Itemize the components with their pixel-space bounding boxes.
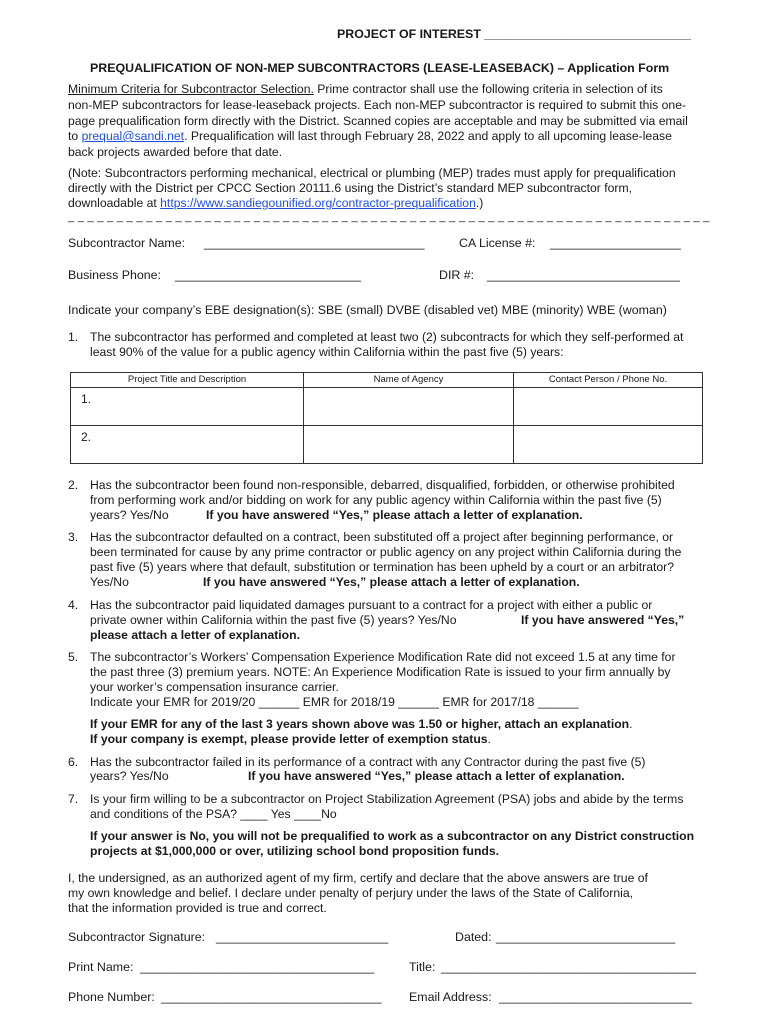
dir-label: DIR #: <box>439 268 475 282</box>
row-1-contact[interactable] <box>514 388 703 426</box>
table-row <box>71 426 703 464</box>
form-title: PREQUALIFICATION OF NON-MEP SUBCONTRACTORS (LEASE-LEASEBACK) – Application Form <box>90 61 670 75</box>
criteria-heading: Minimum Criteria for Subcontractor Selection. <box>68 82 314 96</box>
note-line-2: directly with the District per CPCC Section 20111.6 using the District’s standard MEP subcontractor form, <box>68 181 633 195</box>
q1-line-1: The subcontractor has performed and completed at least two (2) subcontracts for which they self-performed at <box>90 330 684 344</box>
intro-line-4: to prequal@sandi.net. Prequalification will last through February 28, 2022 and apply to all upcoming lease-lease <box>68 129 672 143</box>
title-field[interactable]: _____________________________________ <box>441 960 696 974</box>
q4-attach-note-2: please attach a letter of explanation. <box>90 628 300 642</box>
row-1-agency[interactable] <box>304 388 514 426</box>
email-address-field[interactable]: ____________________________ <box>499 990 692 1004</box>
email-address-label: Email Address: <box>409 990 492 1004</box>
signature-field[interactable]: _________________________ <box>216 930 389 944</box>
q2-attach-note: If you have answered “Yes,” please attach a letter of explanation. <box>206 508 583 522</box>
row-2-contact[interactable] <box>514 426 703 464</box>
q4-attach-note-1: If you have answered “Yes,” <box>521 613 685 627</box>
dated-label: Dated: <box>455 930 492 944</box>
note-line-3: downloadable at https://www.sandiegounified.org/contractor-prequalification.) <box>68 196 484 210</box>
q5-number: 5. <box>68 650 79 664</box>
dashed-divider: _ _ _ _ _ _ _ _ _ _ _ _ _ _ _ _ _ _ _ _ _ _ _ _ _ _ _ _ _ _ _ _ _ _ _ _ _ _ _ _ _ _ _ _ _ _ _ _ _ _ _ _ _ _ _ _ _ _ _ _ _ _ _ _ _ _ <box>68 211 710 223</box>
q3-attach-note: If you have answered “Yes,” please attach a letter of explanation. <box>203 575 580 589</box>
prequalification-url-link[interactable]: https://www.sandiegounified.org/contractor-prequalification <box>160 196 476 210</box>
dated-field[interactable]: __________________________ <box>496 930 676 944</box>
subcontractor-name-label: Subcontractor Name: <box>68 236 186 250</box>
note-line-1: (Note: Subcontractors performing mechanical, electrical or plumbing (MEP) trades must apply for prequalification <box>68 166 676 180</box>
project-of-interest: PROJECT OF INTEREST ______________________________ <box>337 27 692 41</box>
certification-line-1: I, the undersigned, as an authorized agent of my firm, certify and declare that the above answers are true of <box>68 871 648 885</box>
col-project-title: Project Title and Description <box>71 373 304 388</box>
title-label: Title: <box>409 960 436 974</box>
subcontracts-table <box>70 372 703 464</box>
certification-line-3: that the information provided is true and correct. <box>68 901 327 915</box>
q3-number: 3. <box>68 530 79 544</box>
intro-line-5: back projects awarded before that date. <box>68 145 283 159</box>
table-row <box>71 388 703 426</box>
q4-line-1: Has the subcontractor paid liquidated damages pursuant to a contract for a project with either a public or <box>90 598 653 612</box>
q3-line-4: Yes/No <box>90 575 129 589</box>
intro-line-1: Minimum Criteria for Subcontractor Selection. Prime contractor shall use the following criteria in selection of its <box>68 82 663 96</box>
table-header-row <box>71 373 703 388</box>
psa-answer[interactable]: and conditions of the PSA? ____ Yes ____No <box>90 807 337 821</box>
business-phone-label: Business Phone: <box>68 268 161 282</box>
subcontractor-name-field[interactable]: ________________________________ <box>204 236 425 250</box>
intro-line-3: page prequalification form directly with the District. Scanned copies are acceptable and may be submitted via email <box>68 114 688 128</box>
q3-line-2: been terminated for cause by any prime contractor or public agency on any project within California during the <box>90 545 682 559</box>
row-2-project[interactable]: 2. <box>71 426 304 464</box>
prequal-email-link[interactable]: prequal@sandi.net <box>81 129 185 143</box>
q2-line-3: years? Yes/No <box>90 508 169 522</box>
q4-number: 4. <box>68 598 79 612</box>
q5-line-3: your worker’s compensation insurance carrier. <box>90 680 339 694</box>
q3-line-1: Has the subcontractor defaulted on a contract, been substituted off a project after beginning performance, or <box>90 530 674 544</box>
q7-line-1: Is your firm willing to be a subcontractor on Project Stabilization Agreement (PSA) jobs and abide by the terms <box>90 792 684 806</box>
q2-line-1: Has the subcontractor been found non-responsible, debarred, disqualified, forbidden, or otherwise prohibited <box>90 478 675 492</box>
emr-inputs[interactable]: Indicate your EMR for 2019/20 ______ EMR for 2018/19 ______ EMR for 2017/18 ______ <box>90 695 579 709</box>
ebe-designation: Indicate your company’s EBE designation(s): SBE (small) DVBE (disabled vet) MBE (minority) WBE (woman) <box>68 303 667 317</box>
q3-line-3: past five (5) years where that default, substitution or termination has been upheld by a court or an arbitrator? <box>90 560 674 574</box>
q6-line-2: years? Yes/No <box>90 769 169 783</box>
ca-license-field[interactable]: ___________________ <box>550 236 681 250</box>
business-phone-field[interactable]: ___________________________ <box>175 268 362 282</box>
q2-line-2: from performing work and/or bidding on work for any public agency within California within the past five (5) <box>90 493 662 507</box>
row-1-project[interactable]: 1. <box>71 388 304 426</box>
q2-number: 2. <box>68 478 79 492</box>
signature-label: Subcontractor Signature: <box>68 930 206 944</box>
q1-line-2: least 90% of the value for a public agency within California within the past five (5) years: <box>90 345 564 359</box>
q6-number: 6. <box>68 755 79 769</box>
q6-attach-note: If you have answered “Yes,” please attach a letter of explanation. <box>248 769 625 783</box>
q5-line-1: The subcontractor’s Workers’ Compensation Experience Modification Rate did not exceed 1.5 at any time for <box>90 650 676 664</box>
col-agency: Name of Agency <box>304 373 514 388</box>
q7-warning-1: If your answer is No, you will not be prequalified to work as a subcontractor on any District construction <box>90 829 695 843</box>
q5-exempt-note: If your company is exempt, please provide letter of exemption status. <box>90 732 491 746</box>
certification-line-2: my own knowledge and belief. I declare under penalty of perjury under the laws of the State of California, <box>68 886 634 900</box>
q7-warning-2: projects at $1,000,000 or over, utilizing school bond proposition funds. <box>90 844 500 858</box>
q1-number: 1. <box>68 330 79 344</box>
q5-emr-note: If your EMR for any of the last 3 years shown above was 1.50 or higher, attach an explanation. <box>90 717 633 731</box>
row-2-agency[interactable] <box>304 426 514 464</box>
q4-line-2: private owner within California within the past five (5) years? Yes/No <box>90 613 457 627</box>
q7-number: 7. <box>68 792 79 806</box>
col-contact: Contact Person / Phone No. <box>514 373 703 388</box>
q5-line-2: the past three (3) premium years. NOTE: An Experience Modification Rate is issued to your firm annually by <box>90 665 671 679</box>
ca-license-label: CA License #: <box>459 236 536 250</box>
phone-number-field[interactable]: ________________________________ <box>161 990 382 1004</box>
print-name-label: Print Name: <box>68 960 134 974</box>
dir-field[interactable]: ____________________________ <box>487 268 680 282</box>
phone-number-label: Phone Number: <box>68 990 155 1004</box>
print-name-field[interactable]: __________________________________ <box>140 960 375 974</box>
intro-line-2: non-MEP subcontractors for lease-leaseback projects. Each non-MEP subcontractor is required to submit this one- <box>68 98 687 112</box>
q6-line-1: Has the subcontractor failed in its performance of a contract with any Contractor during the past five (5) <box>90 755 646 769</box>
